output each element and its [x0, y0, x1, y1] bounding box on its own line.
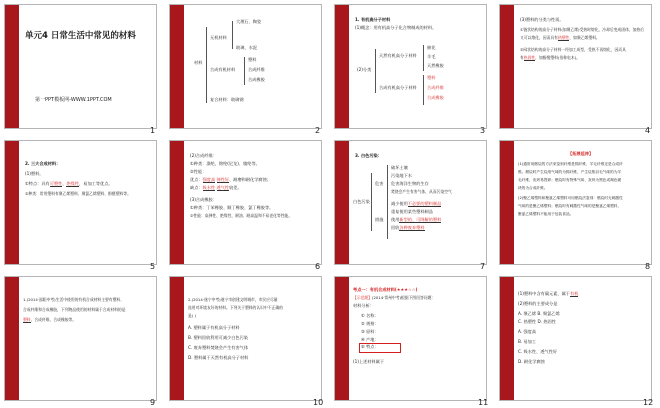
slide-9-thumbnail[interactable]	[4, 276, 157, 401]
s7-c2d: 回收各种废弃塑料	[391, 225, 425, 230]
slide-1-title: 单元4 日常生活中常见的材料	[25, 31, 136, 41]
s8-p4: 块的为合成纤维。	[518, 186, 548, 190]
s8-p6: 气味的是聚乙烯塑料；燃烧时有刺激性气味的是聚氯乙烯塑料，	[518, 204, 622, 208]
s7-brace-1	[387, 165, 388, 201]
s7-c1d: 焚烧会产生有害气体，从而污染空气	[391, 189, 452, 194]
s7-c2a: 减少使用不必要的塑料制品	[391, 201, 442, 206]
slide-9-accent-bar	[5, 277, 19, 400]
s7-c1c: 危害海洋生物的生存	[391, 181, 429, 186]
s10-d: D. 塑料属于天然有机高分子材料	[188, 355, 249, 360]
slide-10-number: 10	[313, 398, 324, 407]
s11-r1: ① 名称：	[361, 313, 379, 318]
slide-1-footer: 第一PPT模板网-WWW.1PPT.COM	[35, 97, 112, 103]
slide-6-thumbnail[interactable]	[169, 140, 322, 265]
s2-b1b: 玻璃、水泥	[236, 45, 257, 50]
slide-5-accent-bar	[5, 141, 19, 264]
s5-l1: 2. 三大合成材料：	[25, 161, 61, 166]
slide-5-thumbnail[interactable]	[4, 140, 157, 265]
s3-syn: 合成有机高分子材料	[379, 85, 417, 90]
slide-3-accent-bar	[335, 5, 349, 128]
slide-2-number: 2	[315, 126, 321, 135]
s12-l1: (1)塑料中含有碳元素，属于有机	[518, 291, 579, 296]
slide-3-cell[interactable]	[330, 0, 495, 136]
s7-c2c: 使用新型的、可降解的塑料	[391, 217, 442, 222]
slide-8-accent-bar	[500, 141, 514, 264]
slide-2-accent-bar	[170, 5, 184, 128]
s2-b2: 合成有机材料	[210, 67, 236, 72]
s3-n2: 羊毛	[427, 54, 436, 59]
s11-q: (1)上述材料属于	[353, 359, 385, 364]
slide-2-cell[interactable]	[165, 0, 330, 136]
s10-l3: 是( )	[188, 313, 196, 318]
s4-l5: 有热固性，如酚醛塑料(俗称电木)。	[520, 55, 580, 60]
slide-4-thumbnail[interactable]	[499, 4, 652, 129]
s6-l5: (3)合成橡胶：	[190, 197, 217, 202]
s8-p5: (2)聚乙烯塑料和聚氯乙烯塑料可用燃烧法鉴别：燃烧时无刺激性	[518, 196, 623, 200]
s9-l1: 1.(2014·邵阳中考)生活中使用的有机合成材料主要有塑料、	[23, 297, 124, 302]
s7-brace-2	[387, 201, 388, 239]
slide-4-cell[interactable]	[495, 0, 660, 136]
s2-brace-2	[244, 57, 245, 85]
s2-b3: 复合材料：玻璃钢	[210, 97, 244, 102]
s7-l1: 3. 白色污染：	[355, 153, 382, 158]
s11-l2: 材料分析：	[353, 303, 374, 308]
s2-brace-1	[232, 21, 233, 49]
slide-12-number: 12	[643, 398, 654, 407]
s10-l1: 2.(2014·遂宁中考)遂宁市创建文明城市，市民应尽量	[188, 297, 278, 302]
s12-l3: A. 聚乙烯 B. 聚氯乙烯	[518, 311, 560, 316]
slide-11-thumbnail[interactable]	[334, 276, 487, 401]
s8-p3: 毛纤维，灰烬易捏碎；燃烧时有特殊气味、灰烬为黑色或褐色硬	[518, 178, 622, 182]
s5-l3: ①特点：具有可塑性、绝缘性，易加工等优点。	[25, 181, 113, 186]
s11-r5: ⑤ 特点：	[361, 344, 379, 349]
s3-n1: 棉花	[427, 45, 436, 50]
slide-6-accent-bar	[170, 141, 184, 264]
slide-6-number: 6	[315, 262, 321, 271]
slide-8-cell[interactable]	[495, 136, 660, 272]
slide-10-thumbnail[interactable]	[169, 276, 322, 401]
s10-b: B. 塑料回收利用可减少白色污染	[188, 335, 248, 340]
s10-a: A. 塑料属于有机高分子材料	[188, 325, 240, 330]
s11-head: 考点一：有机合成材料(★★★☆☆)	[353, 287, 418, 292]
s7-c2: 措施	[375, 217, 384, 222]
s11-r3: ③ 原料：	[361, 329, 379, 334]
s3-s2: 合成纤维	[427, 85, 444, 90]
s3-n3: 天然橡胶	[427, 63, 444, 68]
s3-l2: (1)概念：用有机高分子化合物制成的材料。	[355, 25, 437, 30]
s3-brace	[375, 49, 376, 93]
s6-l6: ①种类：丁苯橡胶、顺丁橡胶、氯丁橡胶等。	[190, 205, 274, 210]
slide-9-number: 9	[150, 398, 156, 407]
s12-c: C. 吸水性、透气性好	[518, 349, 558, 354]
s7-c1: 危害	[375, 181, 384, 186]
s4-l2: ①链状结构的高分子材料(如聚乙烯)受热时熔化，冷却后变成固体，加热后	[520, 27, 645, 32]
s7-c2b: 重复使用某些塑料制品	[391, 209, 433, 214]
s6-l3: ②性能：	[190, 169, 207, 174]
slide-1-cell[interactable]	[0, 0, 165, 136]
s3-l1: 1. 有机高分子材料	[355, 17, 391, 22]
s4-l3: 又可以熔化，因而具有热塑性，如聚乙烯塑料。	[520, 35, 600, 40]
s12-l2: (2)塑料的主要成分是	[518, 301, 558, 306]
slide-4-accent-bar	[500, 5, 514, 128]
slide-11-cell[interactable]	[330, 272, 495, 408]
slide-7-accent-bar	[335, 141, 349, 264]
s5-l4: ②种类：常用塑料有聚乙烯塑料、聚氯乙烯塑料、酚醛塑料等。	[25, 191, 131, 196]
s7-brace	[371, 173, 372, 231]
s8-p7: 聚氯乙烯塑料不能用于包装食品。	[518, 212, 574, 216]
s2-b1a: 大理石、陶瓷	[236, 19, 262, 24]
s4-l4: ②网状结构的高分子材料一经加工成型，受热不再熔化，因而具	[520, 47, 626, 52]
slide-7-number: 7	[480, 262, 486, 271]
s10-c: C. 废弃塑料焚烧会产生有害气体	[188, 345, 249, 350]
s8-p1: (1)通常用燃烧的方法来鉴别纤维是棉纤维、羊毛纤维还是合成纤	[518, 162, 623, 166]
slide-4-number: 4	[645, 126, 651, 135]
s2-b2a: 塑料	[248, 57, 257, 62]
s2-brace	[206, 27, 207, 103]
s2-b1: 无机材料	[210, 35, 227, 40]
s2-b2c: 合成橡胶	[248, 77, 265, 82]
s3-s3: 合成橡胶	[427, 95, 444, 100]
s5-l2: (1)塑料。	[25, 171, 44, 176]
slide-12-thumbnail[interactable]	[499, 276, 652, 401]
slide-7-thumbnail[interactable]	[334, 140, 487, 265]
slide-9-cell[interactable]	[0, 272, 165, 408]
slide-11-accent-bar	[335, 277, 349, 400]
slide-5-cell[interactable]	[0, 136, 165, 272]
s3-brace-nat	[423, 45, 424, 71]
s2-b2b: 合成纤维	[248, 67, 265, 72]
slide-1-thumbnail[interactable]	[4, 4, 157, 129]
s12-a: A. 强度高	[518, 329, 537, 334]
s3-nat: 天然有机高分子材料	[379, 53, 417, 58]
slide-3-thumbnail[interactable]	[334, 4, 487, 129]
slide-2-thumbnail[interactable]	[169, 4, 322, 129]
s3-s1: 塑料	[427, 75, 436, 80]
slide-12-accent-bar	[500, 277, 514, 400]
s3-brace-syn	[423, 75, 424, 105]
s9-l3-line: 塑料，合成纤维、合成橡胶等。	[23, 317, 77, 322]
s7-c1b: 污染地下水	[391, 173, 412, 178]
s9-l2: 合成纤维和合成橡胶，下列物品使用的材料属于合成材料的是	[23, 307, 126, 312]
slide-1-number: 1	[150, 126, 156, 135]
s3-cat: (2)分类	[357, 67, 372, 72]
s12-b: B. 易加工	[518, 339, 537, 344]
slide-11-number: 11	[478, 398, 489, 407]
s7-root: 白色污染	[353, 199, 370, 204]
s11-l1-line: 【示范题】(2014·常州中考)根据下图回答问题：	[353, 295, 436, 300]
s8-p2: 维。燃烧时产生烧纸气味的为棉纤维，产生烧焦羽毛气味的为羊	[518, 170, 622, 174]
slide-10-cell[interactable]	[165, 272, 330, 408]
s6-l7: ②性能：高弹性、绝缘性、耐油、耐高温和不易老化等性能。	[190, 213, 293, 218]
slide-5-number: 5	[150, 262, 156, 271]
slide-1-accent-bar	[5, 5, 19, 128]
s4-l1: (3)塑料的分类与性质。	[520, 17, 564, 22]
s8-head: 【拓展延伸】	[568, 151, 594, 156]
slide-6-cell[interactable]	[165, 136, 330, 272]
s11-r4: ④ 产地：	[361, 337, 379, 342]
slide-8-number: 8	[645, 262, 651, 271]
slide-3-number: 3	[480, 126, 486, 135]
s2-root: 材料	[194, 60, 203, 65]
s6-l2: ①种类：涤纶、锦纶(尼龙)、腈纶等。	[190, 161, 260, 166]
slide-10-accent-bar	[170, 277, 184, 400]
slide-7-cell[interactable]	[330, 136, 495, 272]
slide-12-cell[interactable]	[495, 272, 660, 408]
s10-l2: 选用对环境友好的材料。下列关于塑料的认识中不正确的	[188, 305, 283, 310]
s6-l3-line: 优点：强度高 弹性好、耐磨和耐化学腐蚀；	[190, 177, 271, 182]
s12-l4: C. 热塑性 D. 热固性	[518, 319, 556, 324]
s6-l4: 缺点：吸水性 透气性较差。	[190, 185, 242, 190]
slide-8-thumbnail[interactable]	[499, 140, 652, 265]
s6-l1: (2)合成纤维：	[190, 153, 217, 158]
s7-c1a: 破坏土壤	[391, 165, 408, 170]
s11-r2: ② 规格：	[361, 321, 379, 326]
s12-d: D. 耐化学腐蚀	[518, 359, 545, 364]
